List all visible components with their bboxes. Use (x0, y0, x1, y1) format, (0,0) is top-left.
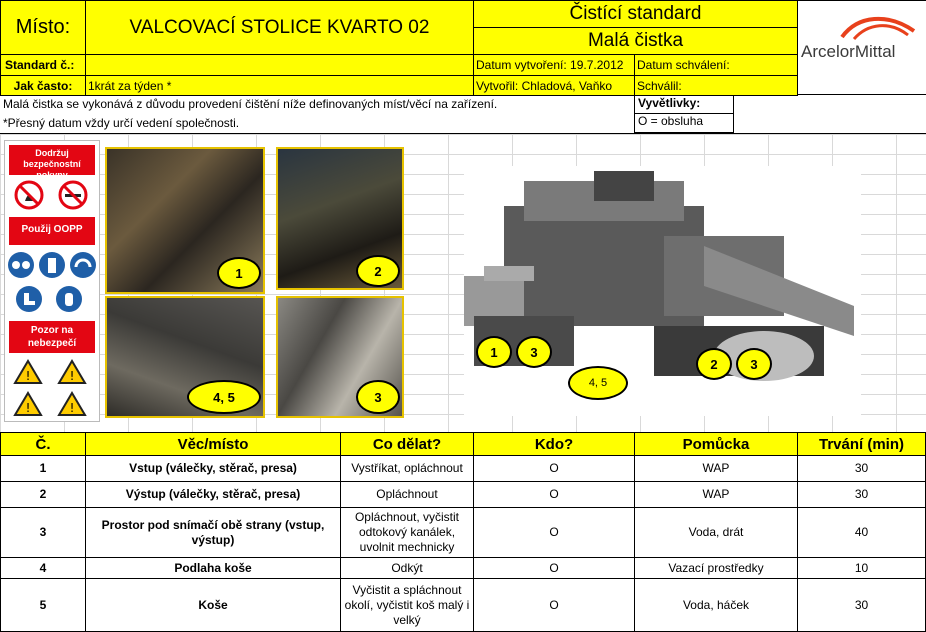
rolling-mill-illustration (464, 166, 861, 416)
photo-inlet (105, 147, 265, 294)
frequency-label: Jak často: (0, 75, 86, 96)
standard-no-value (85, 54, 474, 76)
row-3-duration: 40 (797, 507, 926, 558)
created-by: Vytvořil: Chladová, Vaňko (473, 75, 635, 96)
row-2-who: O (473, 481, 635, 508)
row-5-place: Koše (85, 578, 341, 632)
safety-boots-icon (15, 285, 43, 313)
danger-label: Pozor na nebezpečí (9, 321, 95, 353)
row-1-tool: WAP (634, 455, 798, 482)
row-2-duration: 30 (797, 481, 926, 508)
legend-title: Vyvětlivky: (634, 95, 734, 114)
safety-panel (4, 140, 100, 422)
logo-swoosh-icon (838, 13, 918, 41)
machine-badge-4-5: 4, 5 (568, 366, 628, 400)
row-5-duration: 30 (797, 578, 926, 632)
row-1-who: O (473, 455, 635, 482)
row-4-place: Podlaha koše (85, 557, 341, 579)
row-5-who: O (473, 578, 635, 632)
row-4-tool: Vazací prostředky (634, 557, 798, 579)
col-header-no: Č. (0, 432, 86, 456)
legend-item: O = obsluha (634, 113, 734, 133)
machine-badge-3-right: 3 (736, 348, 772, 380)
frequency-value: 1krát za týden * (85, 75, 474, 96)
row-1-action: Vystříkat, opláchnout (340, 455, 474, 482)
svg-text:!: ! (25, 369, 31, 383)
ear-protection-icon (69, 251, 97, 279)
row-3-place: Prostor pod snímačí obě strany (vstup, výstup) (85, 507, 341, 558)
place-label: Místo: (0, 0, 86, 55)
place-value: VALCOVACÍ STOLICE KVARTO 02 (85, 0, 474, 55)
row-2-no: 2 (0, 481, 86, 508)
photo-badge-1: 1 (217, 257, 261, 289)
warning-trip-icon (57, 359, 87, 385)
col-header-action: Co dělat? (340, 432, 474, 456)
ppe-label: Použij OOPP (9, 217, 95, 245)
photo-badge-2: 2 (356, 255, 400, 287)
standard-title: Čistící standard (473, 0, 798, 28)
row-5-action: Vyčistit a spláchnout okolí, vyčistit koš malý i velký (340, 578, 474, 632)
no-smoking-icon (57, 179, 89, 211)
row-2-tool: WAP (634, 481, 798, 508)
row-2-place: Výstup (válečky, stěrač, presa) (85, 481, 341, 508)
row-4-action: Odkýt (340, 557, 474, 579)
row-3-who: O (473, 507, 635, 558)
machine-image (464, 166, 861, 416)
gloves-icon (55, 285, 83, 313)
row-5-tool: Voda, háček (634, 578, 798, 632)
warning-fall-icon (13, 391, 43, 417)
row-4-duration: 10 (797, 557, 926, 579)
row-3-tool: Voda, drát (634, 507, 798, 558)
machine-badge-1: 1 (476, 336, 512, 368)
col-header-place: Věc/místo (85, 432, 341, 456)
photo-sensor-area (276, 296, 404, 418)
photo-badge-4-5: 4, 5 (187, 380, 261, 414)
row-3-no: 3 (0, 507, 86, 558)
protective-clothing-icon (38, 251, 66, 279)
svg-text:!: ! (69, 369, 75, 383)
row-5-no: 5 (0, 578, 86, 632)
row-4-who: O (473, 557, 635, 579)
col-header-tool: Pomůcka (634, 432, 798, 456)
photo-basket (105, 296, 265, 418)
row-4-no: 4 (0, 557, 86, 579)
machine-badge-3-left: 3 (516, 336, 552, 368)
approved-by: Schválil: (634, 75, 798, 96)
logo-text: ArcelorMittal (801, 42, 896, 61)
no-fire-icon (13, 179, 45, 211)
machine-badge-2: 2 (696, 348, 732, 380)
warning-slip-icon (13, 359, 43, 385)
row-1-place: Vstup (válečky, stěrač, presa) (85, 455, 341, 482)
created-date: Datum vytvoření: 19.7.2012 (473, 54, 635, 76)
note-line-2: *Přesný datum vždy určí vedení společnosti. (3, 116, 240, 130)
company-logo (798, 0, 926, 95)
safety-rules-label: Dodržuj bezpečnostní pokyny (9, 145, 95, 175)
col-header-who: Kdo? (473, 432, 635, 456)
standard-no-label: Standard č.: (0, 54, 86, 76)
warning-machinery-icon (57, 391, 87, 417)
svg-text:!: ! (69, 401, 75, 415)
note-line-1: Malá čistka se vykonává z důvodu provedení čištění níže definovaných míst/věcí na zařízení. (3, 97, 498, 111)
row-1-no: 1 (0, 455, 86, 482)
goggles-icon (7, 251, 35, 279)
approved-date: Datum schválení: (634, 54, 798, 76)
standard-subtitle: Malá čistka (473, 27, 798, 55)
row-2-action: Opláchnout (340, 481, 474, 508)
svg-text:!: ! (25, 401, 31, 415)
row-1-duration: 30 (797, 455, 926, 482)
photo-badge-3: 3 (356, 380, 400, 414)
photo-outlet (276, 147, 404, 290)
row-3-action: Opláchnout, vyčistit odtokový kanálek, uvolnit mechnicky (340, 507, 474, 558)
col-header-duration: Trvání (min) (797, 432, 926, 456)
